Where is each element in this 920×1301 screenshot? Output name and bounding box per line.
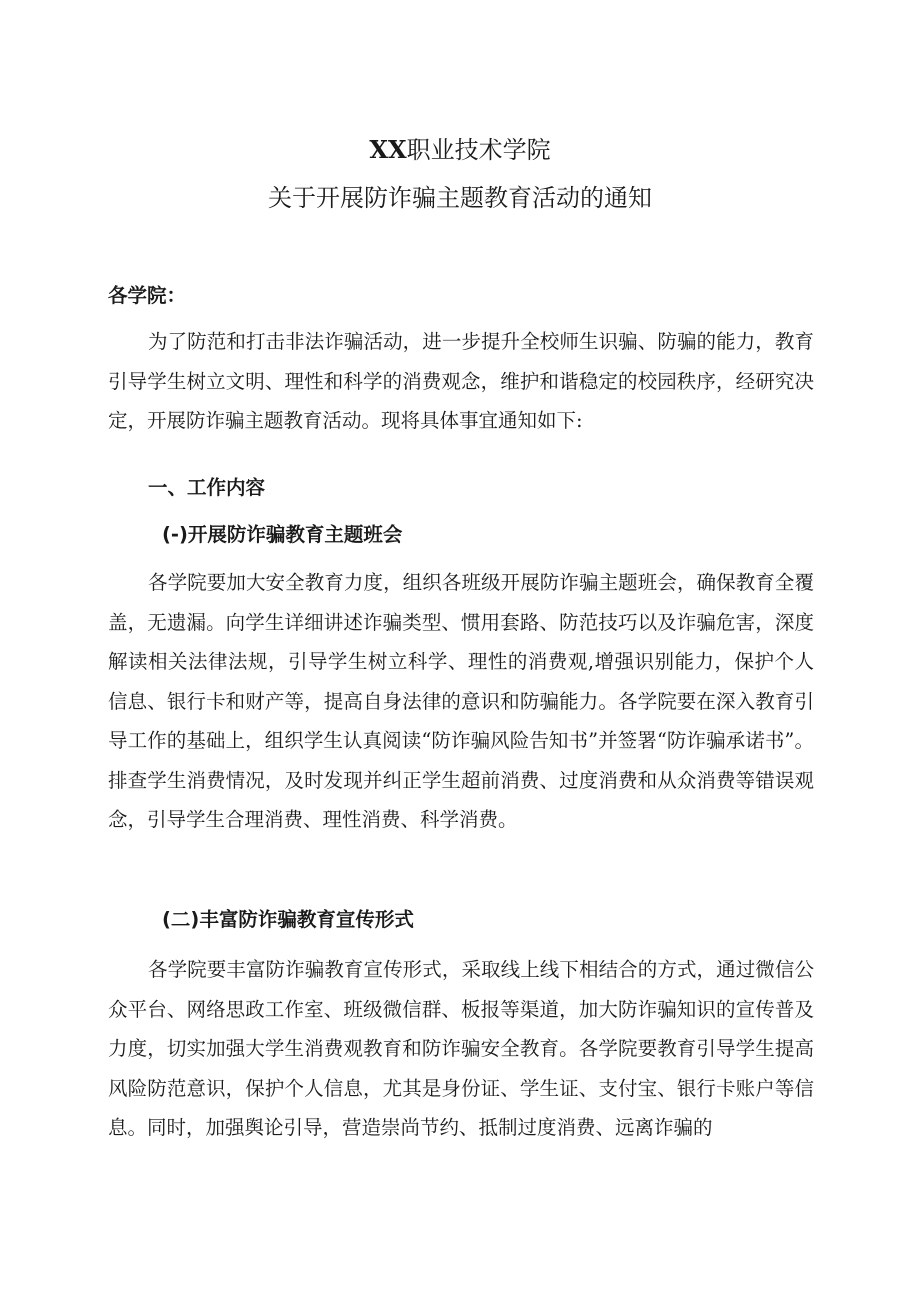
subsection-body-publicity: 各学院要丰富防诈骗教育宣传形式，采取线上线下相结合的方式，通过微信公众平台、网络思政工作室、班级微信群、板报等渠道，加大防诈骗知识的宣传普及力度，切实加强大学生消费观教育和防诈骗安全教育。各学院要教育引导学生提高风险防范意识，保护个人信息，尤其是身份证、学生证、支付宝、银行卡账户等信息。同时，加强舆论引导，营造崇尚节约、抵制过度消费、远离诈骗的 [108,958,814,1139]
title-org-name: 职业技术学院 [406,136,551,164]
subsection-heading-class-meeting: (-)开展防诈骗教育主题班会 [162,523,403,546]
subsection-heading-publicity: (二)丰富防诈骗教育宣传形式 [162,908,414,931]
intro-paragraph: 为了防范和打击非法诈骗活动，进一步提升全校师生识骗、防骗的能力，教育引导学生树立文明、理性和科学的消费观念，维护和谐稳定的校园秩序，经研究决定，开展防诈骗主题教育活动。现将具体事宜通知如下: [108,330,814,432]
title-prefix: XX [369,135,407,164]
document-title-notice: 关于开展防诈骗主题教育活动的通知 [268,184,652,212]
salutation: 各学院： [108,284,187,307]
subsection-body-class-meeting: 各学院要加大安全教育力度，组织各班级开展防诈骗主题班会，确保教育全覆盖，无遗漏。向学生详细讲述诈骗类型、惯用套路、防范技巧以及诈骗危害，深度解读相关法律法规，引导学生树立科学、理性的消费观,增强识别能力，保护个人信息、银行卡和财产等，提高自身法律的意识和防骗能力。各学院要在深入教育引导工作的基础上，组织学生认真阅读“防诈骗风险告知书”并签署“防诈骗承诺书”。排查学生消费情况，及时发现并纠正学生超前消费、过度消费和从众消费等错误观念，引导学生合理消费、理性消费、科学消费。 [108,571,814,831]
document-title-org [0,132,920,168]
section-heading-work-content: 一、工作内容 [148,476,266,499]
